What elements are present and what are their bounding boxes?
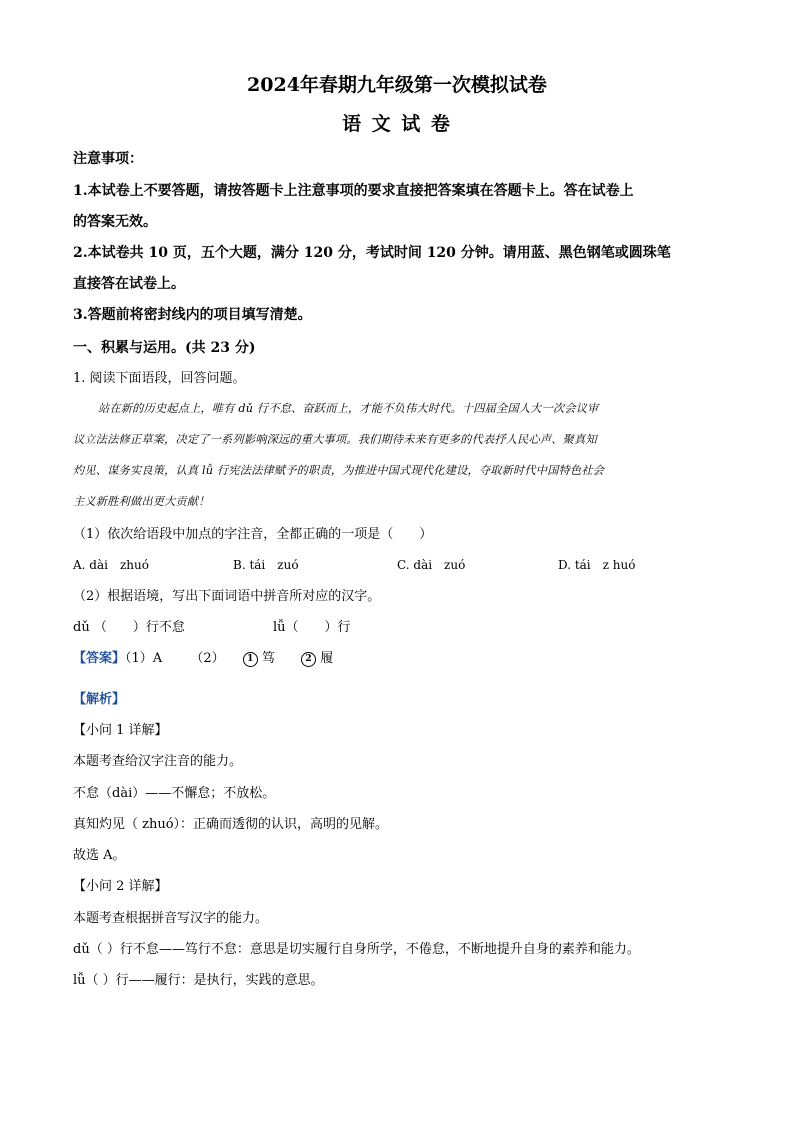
answer-row [73,652,333,667]
answer-tag: 【答案】 [73,651,126,666]
option-c: C. dài zuó [397,558,466,572]
answer-part-1: （1）A [125,651,163,666]
exam-title: 2024年春期九年级第一次模拟试卷 [247,74,547,96]
option-d: D. tái z huó [558,558,636,572]
analysis-tag: 【解析】 [73,692,126,707]
section-1-heading: 一、积累与运用。(共 23 分) [73,340,256,356]
detail-2-line-3: lǚ（ ）行——履行：是执行，实践的意思。 [73,973,324,988]
circled-number-1: 1 [243,652,258,667]
answer-char-2: 履 [320,651,334,666]
passage-line-1: 站在新的历史起点上，唯有 dǔ 行不怠、奋跃而上，才能不负伟大时代。十四届全国人大一次会议审 [98,402,599,415]
circled-number-2: 2 [301,652,316,667]
option-b: B. tái zuó [233,558,299,572]
notice-item-1-line-2: 的答案无效。 [73,214,157,230]
detail-1-line-1: 本题考查给汉字注音的能力。 [73,754,243,769]
option-a: A. dài zhuó [73,558,149,572]
sub-question-1: （1）依次给语段中加点的字注音，全都正确的一项是（ ） [73,527,433,542]
passage-line-4: 主义新胜利做出更大贡献！ [73,495,210,508]
passage-line-3: 灼见、谋务实良策，认真 lǚ 行宪法法律赋予的职责，为推进中国式现代化建设，夺取新时代中国特色社会 [73,464,605,477]
answer-char-1: 笃 [261,651,275,666]
passage-line-2: 议立法法修正草案，决定了一系列影响深远的重大事项。我们期待未来有更多的代表抒人民心声、聚真知 [73,433,597,446]
detail-1-heading: 【小问 1 详解】 [73,723,168,738]
exam-subtitle: 语 文 试 卷 [342,113,452,135]
question-1-stem: 1. 阅读下面语段，回答问题。 [73,371,246,386]
sub-question-2: （2）根据语境，写出下面词语中拼音所对应的汉字。 [73,589,381,604]
detail-1-line-4: 故选 A。 [73,848,126,863]
sub-question-2-item-2: lǚ（ ）行 [273,620,351,635]
answer-part-2: （2） [190,651,225,666]
detail-2-line-1: 本题考查根据拼音写汉字的能力。 [73,911,269,926]
detail-1-line-2: 不怠（dài）——不懈怠；不放松。 [73,786,276,801]
notice-item-2-line-2: 直接答在试卷上。 [73,276,185,292]
sub-question-2-item-1: dǔ （ ）行不怠 [73,620,185,635]
detail-1-line-3: 真知灼见（ zhuó）：正确而透彻的认识，高明的见解。 [73,817,389,832]
notice-item-1-line-1: 1.本试卷上不要答题，请按答题卡上注意事项的要求直接把答案填在答题卡上。答在试卷上 [73,183,634,199]
notice-item-2-line-1: 2.本试卷共 10 页，五个大题，满分 120 分，考试时间 120 分钟。请用蓝、黑色钢笔或圆珠笔 [73,245,671,261]
detail-2-line-2: dǔ（ ）行不怠——笃行不怠：意思是切实履行自身所学，不倦怠，不断地提升自身的素养和能力。 [73,942,640,957]
notice-heading: 注意事项： [73,151,143,167]
detail-2-heading: 【小问 2 详解】 [73,879,168,894]
notice-item-3: 3.答题前将密封线内的项目填写清楚。 [73,307,312,323]
